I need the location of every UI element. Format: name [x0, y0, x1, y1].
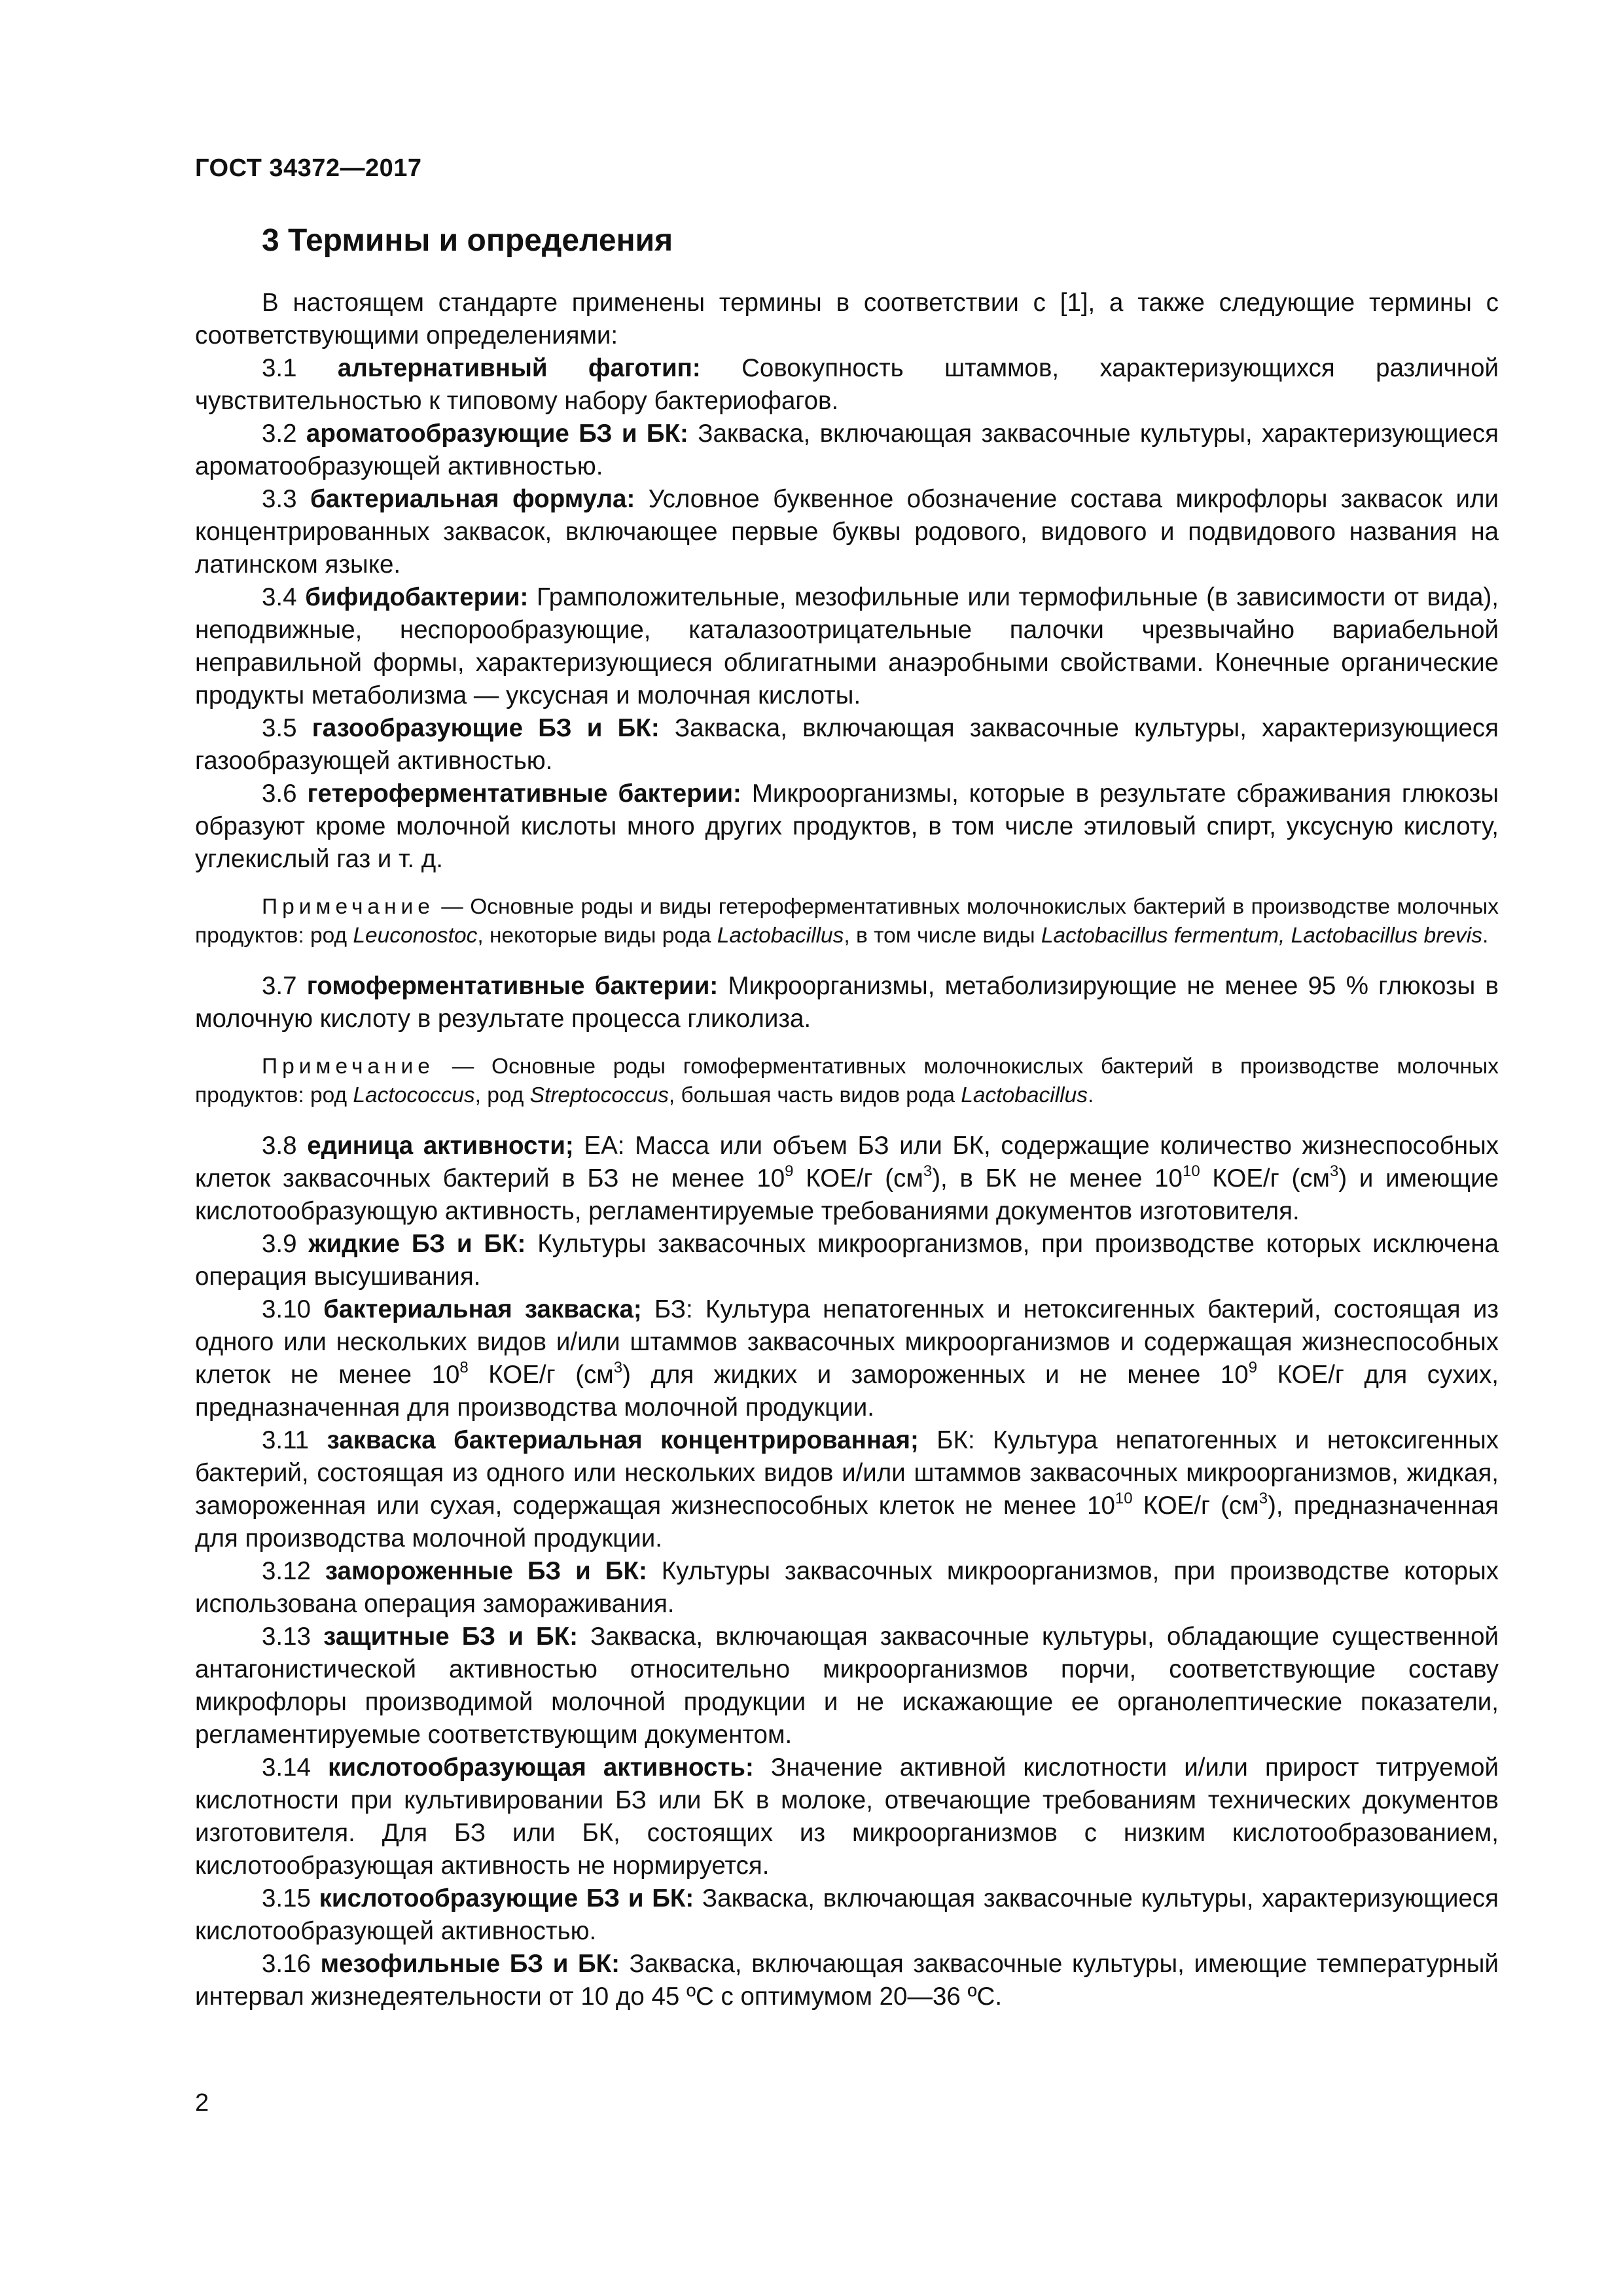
- term-definition: Микроорганизмы, которые в результате сбраживания глюкозы образуют кроме молочной кислоты много других продуктов, в том числе этиловый спирт, уксусную кислоту, углекислый газ и т. д.: [195, 780, 1499, 873]
- term-3-9: 3.9 жидкие БЗ и БК: Культуры заквасочных микроорганизмов, при производстве которых исключена операция высушивания.: [195, 1230, 1499, 1291]
- term-definition: Значение активной кислотности и/или прирост титруемой кислотности при культивировании БЗ или БК в молоке, отвечающие требованиям технических документов изготовителя. Для БЗ или БК, состоящих из микроорганизмов с низким кислотообразованием, кислотообразующая активность не нормируется.: [195, 1753, 1499, 1880]
- note-heterofermentative: Примечание — Основные роды и виды гетероферментативных молочнокислых бактерий в производстве молочных продуктов: род Leuconostoc, некоторые виды рода Lactobacillus, в том числе виды Lactobacillus fermentum, Lactobacillus brevis.: [195, 895, 1499, 948]
- term-3-3: 3.3 бактериальная формула: Условное буквенное обозначение состава микрофлоры заквасок или концентрированных заквасок, включающее первые буквы родового, видового и подвидового названия на латинском языке.: [195, 485, 1499, 579]
- term-3-11: 3.11 закваска бактериальная концентрированная; БК: Культура непатогенных и нетоксигенных бактерий, состоящая из одного или нескольких видов и/или штаммов заквасочных микроорганизмов, жидкая, замороженная или сухая, содержащая жизнеспособных клеток не менее $10^{10}$ КОЕ/г $(см^3)$, предназначенная для производства молочной продукции.: [195, 1426, 1499, 1552]
- section-title: 3 Термины и определения: [262, 223, 673, 258]
- term-3-13: 3.13 защитные БЗ и БК: Закваска, включающая заквасочные культуры, обладающие существенной антагонистической активностью относительно микроорганизмов порчи, соответствующие составу микрофлоры производимой молочной продукции и не искажающие ее органолептические показатели, регламентируемые соответствующим документом.: [195, 1623, 1499, 1749]
- term-definition: Закваска, включающая заквасочные культуры, характеризующиеся ароматообразующей активностью.: [195, 420, 1499, 480]
- term-3-10: 3.10 бактериальная закваска; БЗ: Культура непатогенных и нетоксигенных бактерий, состоящая из одного или нескольких видов и/или штаммов заквасочных микроорганизмов и содержащая жизнеспособных клеток не менее $10^8$ КОЕ/г $(см^3)$ для жидких и замороженных и не менее $10^9$ КОЕ/г для сухих, предназначенная для производства молочной продукции.: [195, 1295, 1499, 1422]
- term-3-12: 3.12 замороженные БЗ и БК: Культуры заквасочных микроорганизмов, при производстве которых использована операция замораживания.: [195, 1557, 1499, 1618]
- term-definition: Закваска, включающая заквасочные культуры, характеризующиеся кислотообразующей активностью.: [195, 1884, 1499, 1945]
- term-label: кислотообразующие БЗ и БК:: [319, 1884, 694, 1912]
- document-header: ГОСТ 34372—2017: [195, 154, 422, 182]
- term-3-5: 3.5 газообразующие БЗ и БК: Закваска, включающая заквасочные культуры, характеризующиеся газообразующей активностью.: [195, 714, 1499, 775]
- term-3-6: 3.6 гетероферментативные бактерии: Микроорганизмы, которые в результате сбраживания глюкозы образуют кроме молочной кислоты много других продуктов, в том числе этиловый спирт, уксусную кислоту, углекислый газ и т. д.: [195, 780, 1499, 873]
- term-label: газообразующие БЗ и БК:: [312, 714, 660, 742]
- term-label: кислотообразующая активность:: [328, 1753, 754, 1782]
- term-label: замороженные БЗ и БК:: [325, 1557, 647, 1585]
- term-label: мезофильные БЗ и БК:: [320, 1950, 620, 1978]
- term-definition: Культуры заквасочных микроорганизмов, при производстве которых использована операция замораживания.: [195, 1557, 1499, 1618]
- term-label: ароматообразующие БЗ и БК:: [306, 420, 688, 448]
- term-3-4: 3.4 бифидобактерии: Грамположительные, мезофильные или термофильные (в зависимости от вида), неподвижные, неспорообразующие, каталазоотрицательные палочки чрезвычайно вариабельной неправильной формы, характеризующиеся облигатными анаэробными свойствами. Конечные органические продукты метаболизма — уксусная и молочная кислоты.: [195, 583, 1499, 709]
- term-definition: Закваска, включающая заквасочные культуры, имеющие температурный интервал жизнедеятельности от 10 до 45 ºС с оптимумом 20—36 ºС.: [195, 1950, 1499, 2011]
- term-label: бифидобактерии:: [305, 583, 529, 611]
- term-3-8: 3.8 единица активности; ЕА: Масса или объем БЗ или БК, содержащие количество жизнеспособных клеток заквасочных бактерий в БЗ не менее $10^9$ КОЕ/г $(см^3)$, в БК не менее $10^{10}$ КОЕ/г $(см^3)$ и имеющие кислотообразующую активность, регламентируемые требованиями документов изготовителя.: [195, 1132, 1499, 1225]
- term-definition: Условное буквенное обозначение состава микрофлоры заквасок или концентрированных заквасок, включающее первые буквы родового, видового и подвидового названия на латинском языке.: [195, 485, 1499, 579]
- term-definition: Закваска, включающая заквасочные культуры, характеризующиеся газообразующей активностью.: [195, 714, 1499, 775]
- term-3-1: 3.1 альтернативный фаготип: Совокупность штаммов, характеризующихся различной чувствительностью к типовому набору бактериофагов.: [195, 354, 1499, 415]
- term-3-15: 3.15 кислотообразующие БЗ и БК: Закваска, включающая заквасочные культуры, характеризующиеся кислотообразующей активностью.: [195, 1884, 1499, 1945]
- term-definition: Закваска, включающая заквасочные культуры, обладающие существенной антагонистической активностью относительно микроорганизмов порчи, соответствующие составу микрофлоры производимой молочной продукции и не искажающие ее органолептические показатели, регламентируемые соответствующим документом.: [195, 1623, 1499, 1749]
- term-label: закваска бактериальная концентрированная;: [327, 1426, 919, 1454]
- term-label: гомоферментативные бактерии:: [306, 972, 719, 1000]
- intro-paragraph: В настоящем стандарте применены термины в соответствии с [1], а также следующие термины с соответствующими определениями:: [195, 289, 1499, 350]
- term-label: защитные БЗ и БК:: [323, 1623, 578, 1651]
- term-label: альтернативный фаготип:: [337, 354, 701, 382]
- term-label: бактериальная закваска;: [323, 1295, 642, 1323]
- term-3-14: 3.14 кислотообразующая активность: Значение активной кислотности и/или прирост титруемой кислотности при культивировании БЗ или БК в молоке, отвечающие требованиям технических документов изготовителя. Для БЗ или БК, состоящих из микроорганизмов с низким кислотообразованием, кислотообразующая активность не нормируется.: [195, 1753, 1499, 1880]
- term-3-2: 3.2 ароматообразующие БЗ и БК: Закваска, включающая заквасочные культуры, характеризующиеся ароматообразующей активностью.: [195, 420, 1499, 480]
- term-3-7: 3.7 гомоферментативные бактерии: Микроорганизмы, метаболизирующие не менее 95 % глюкозы в молочную кислоту в результате процесса гликолиза.: [195, 972, 1499, 1033]
- term-definition: Культуры заквасочных микроорганизмов, при производстве которых исключена операция высушивания.: [195, 1230, 1499, 1291]
- term-label: единица активности;: [307, 1132, 574, 1160]
- term-3-16: 3.16 мезофильные БЗ и БК: Закваска, включающая заквасочные культуры, имеющие температурный интервал жизнедеятельности от 10 до 45 ºС с оптимумом 20—36 ºС.: [195, 1950, 1499, 2011]
- term-label: бактериальная формула:: [310, 485, 635, 513]
- note-label: Примечание: [262, 895, 435, 919]
- term-definition: Микроорганизмы, метаболизирующие не менее 95 % глюкозы в молочную кислоту в результате процесса гликолиза.: [195, 972, 1499, 1033]
- term-definition: Совокупность штаммов, характеризующихся различной чувствительностью к типовому набору бактериофагов.: [195, 354, 1499, 415]
- term-definition: Грамположительные, мезофильные или термофильные (в зависимости от вида), неподвижные, неспорообразующие, каталазоотрицательные палочки чрезвычайно вариабельной неправильной формы, характеризующиеся облигатными анаэробными свойствами. Конечные органические продукты метаболизма — уксусная и молочная кислоты.: [195, 583, 1499, 709]
- term-label: гетероферментативные бактерии:: [307, 780, 741, 808]
- note-label: Примечание: [262, 1054, 435, 1079]
- page-number: 2: [195, 2089, 209, 2117]
- note-homofermentative: Примечание — Основные роды гомоферментативных молочнокислых бактерий в производстве молочных продуктов: род Lactococcus, род Streptococcus, большая часть видов рода Lactobacillus.: [195, 1054, 1499, 1107]
- document-body: [195, 287, 1499, 2013]
- term-label: жидкие БЗ и БК:: [308, 1230, 526, 1258]
